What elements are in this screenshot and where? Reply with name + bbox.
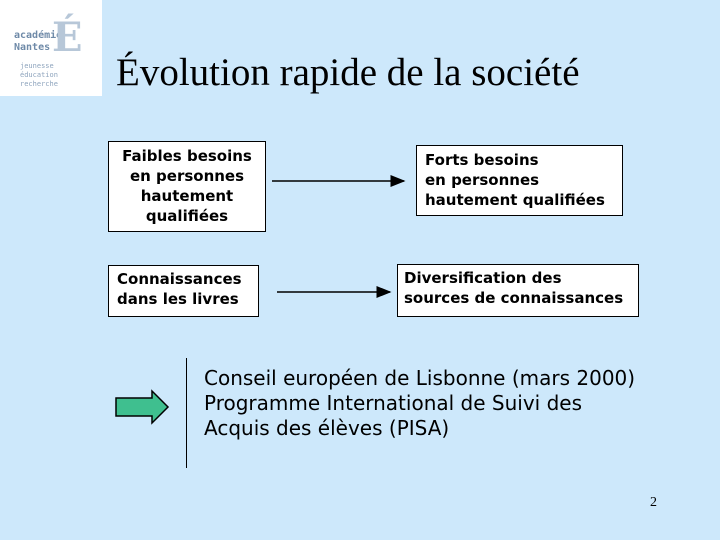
logo-small1: jeunesse [20,62,54,70]
green-arrow-icon [116,391,168,423]
box-diversification-line: Diversification des [404,269,562,287]
box-high-needs-line: en personnes [425,171,540,189]
box-high-needs-line: Forts besoins [425,151,539,169]
box-books-line: Connaissances [117,270,242,288]
box-books-line: dans les livres [117,290,239,308]
box-low-needs-line: qualifiées [145,207,229,225]
conclusion-text [204,366,635,441]
conclusion-line: Acquis des élèves (PISA) [204,416,450,440]
logo-small3: recherche [20,80,58,88]
page-number: 2 [650,495,657,510]
conclusion-line: Programme International de Suivi des [204,391,582,415]
box-low-needs-line: Faibles besoins [122,147,252,165]
box-low-needs-line: hautement [140,187,234,205]
conclusion-line: Conseil européen de Lisbonne (mars 2000) [204,366,636,390]
logo-letter: É [52,14,83,61]
vertical-divider [186,358,187,468]
logo-line1: académie [14,30,63,41]
slide-title: Évolution rapide de la société [116,51,580,94]
logo-small2: éducation [20,71,58,79]
box-low-needs-line: en personnes [129,167,245,185]
box-high-needs-line: hautement qualifiées [425,191,605,209]
box-diversification-line: sources de connaissances [404,289,624,307]
logo-line2: Nantes [14,42,51,53]
